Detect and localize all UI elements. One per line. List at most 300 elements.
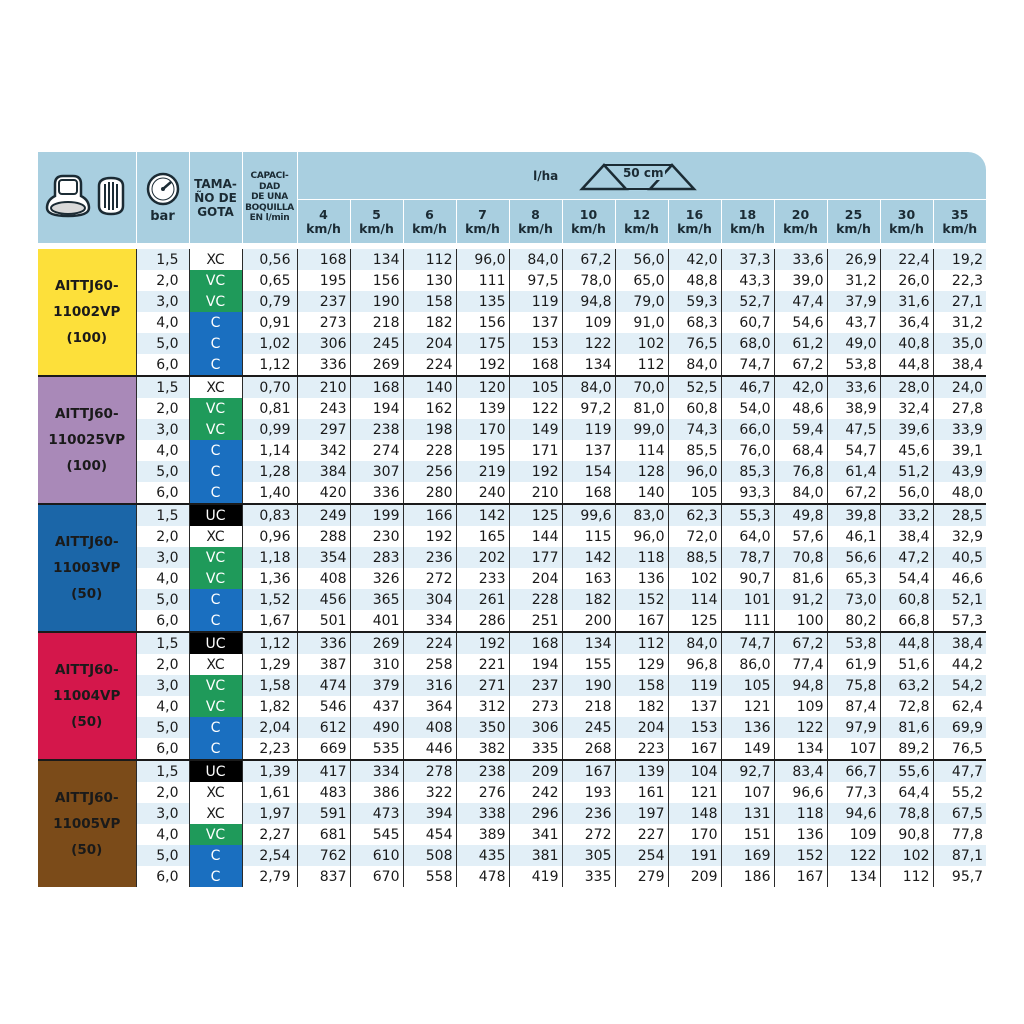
pressure-cell: 1,5 [136, 249, 189, 270]
speed-value: 4 [319, 206, 328, 222]
nozzle-model-line: (100) [66, 458, 108, 474]
rate-cell: 209 [668, 866, 721, 887]
rate-cell: 230 [350, 526, 403, 547]
rate-cell: 681 [297, 824, 350, 845]
capacity-cell: 1,36 [242, 568, 297, 589]
rate-cell: 32,4 [880, 398, 933, 419]
rate-cell: 238 [350, 419, 403, 440]
rate-cell: 97,5 [509, 270, 562, 291]
rate-cell: 228 [403, 440, 456, 461]
pressure-gauge-icon [145, 171, 181, 207]
droplet-size-cell: VC [189, 824, 242, 845]
rate-cell: 382 [456, 738, 509, 760]
rate-cell: 105 [721, 675, 774, 696]
droplet-header-line: ÑO DE [194, 190, 237, 205]
rate-cell: 167 [615, 610, 668, 632]
rate-cell: 194 [509, 654, 562, 675]
bar-label: bar [150, 209, 175, 224]
rate-cell: 33,9 [933, 419, 986, 440]
rate-cell: 73,0 [827, 589, 880, 610]
rate-cell: 195 [297, 270, 350, 291]
rate-cell: 384 [297, 461, 350, 482]
rate-cell: 136 [721, 717, 774, 738]
rate-cell: 97,9 [827, 717, 880, 738]
rate-cell: 256 [403, 461, 456, 482]
rate-cell: 62,4 [933, 696, 986, 717]
speed-value: 7 [478, 206, 487, 222]
rate-cell: 219 [456, 461, 509, 482]
rate-cell: 62,3 [668, 504, 721, 526]
rate-cell: 65,0 [615, 270, 668, 291]
rate-cell: 72,0 [668, 526, 721, 547]
speed-unit: km/h [465, 220, 500, 236]
rate-cell: 74,7 [721, 354, 774, 376]
nozzle-model-line: 11004VP [53, 688, 121, 704]
rate-cell: 39,0 [774, 270, 827, 291]
rate-cell: 669 [297, 738, 350, 760]
rate-cell: 335 [562, 866, 615, 887]
rate-cell: 136 [774, 824, 827, 845]
capacity-cell: 1,29 [242, 654, 297, 675]
table-row [38, 249, 986, 270]
rate-cell: 158 [403, 291, 456, 312]
pressure-cell: 4,0 [136, 568, 189, 589]
speed-header-4-kmh [297, 200, 350, 244]
capacity-cell: 2,79 [242, 866, 297, 887]
table-row [38, 504, 986, 526]
rate-cell: 236 [403, 547, 456, 568]
rate-cell: 22,3 [933, 270, 986, 291]
rate-cell: 170 [456, 419, 509, 440]
rate-cell: 194 [350, 398, 403, 419]
capacity-cell: 1,39 [242, 760, 297, 782]
speed-value: 6 [425, 206, 434, 222]
rate-cell: 56,0 [615, 249, 668, 270]
rate-cell: 273 [509, 696, 562, 717]
rate-cell: 32,9 [933, 526, 986, 547]
nozzle-model-label [38, 760, 136, 887]
rate-cell: 75,8 [827, 675, 880, 696]
rate-cell: 169 [721, 845, 774, 866]
table-row [38, 782, 986, 803]
rate-cell: 94,6 [827, 803, 880, 824]
pressure-cell: 4,0 [136, 696, 189, 717]
rate-cell: 60,8 [880, 589, 933, 610]
rate-cell: 197 [615, 803, 668, 824]
rate-cell: 365 [350, 589, 403, 610]
rate-cell: 70,8 [774, 547, 827, 568]
rate-cell: 153 [668, 717, 721, 738]
speed-value: 8 [531, 206, 540, 222]
rate-cell: 54,4 [880, 568, 933, 589]
rate-cell: 60,7 [721, 312, 774, 333]
rate-cell: 335 [509, 738, 562, 760]
capacity-cell: 1,28 [242, 461, 297, 482]
rate-cell: 31,2 [827, 270, 880, 291]
rate-cell: 129 [615, 654, 668, 675]
nozzle-model-line: AITTJ60- [54, 790, 119, 806]
rate-cell: 112 [880, 866, 933, 887]
rate-cell: 37,9 [827, 291, 880, 312]
rate-cell: 364 [403, 696, 456, 717]
speed-value: 20 [791, 206, 810, 222]
rate-cell: 111 [456, 270, 509, 291]
rate-cell: 139 [615, 760, 668, 782]
table-row [38, 354, 986, 376]
table-row [38, 610, 986, 632]
rate-cell: 76,8 [774, 461, 827, 482]
droplet-size-cell: C [189, 440, 242, 461]
rate-cell: 33,6 [774, 249, 827, 270]
rate-cell: 77,4 [774, 654, 827, 675]
rate-cell: 96,0 [456, 249, 509, 270]
rate-cell: 274 [350, 440, 403, 461]
droplet-size-cell: XC [189, 782, 242, 803]
flow-rate-table [38, 152, 986, 887]
rate-cell: 177 [509, 547, 562, 568]
pressure-cell: 2,0 [136, 526, 189, 547]
nozzle-model-line: AITTJ60- [54, 278, 119, 294]
nozzle-spacing-label: 50 cm [622, 165, 664, 180]
capacity-cell: 1,40 [242, 482, 297, 504]
rate-cell: 204 [403, 333, 456, 354]
rate-cell: 61,2 [774, 333, 827, 354]
nozzle-model-label [38, 632, 136, 760]
rate-cell: 192 [456, 354, 509, 376]
rate-cell: 55,2 [933, 782, 986, 803]
speed-value: 30 [897, 206, 916, 222]
rate-cell: 610 [350, 845, 403, 866]
table-row [38, 866, 986, 887]
rate-cell: 478 [456, 866, 509, 887]
rate-cell: 167 [668, 738, 721, 760]
rate-cell: 193 [562, 782, 615, 803]
rate-cell: 33,6 [827, 376, 880, 398]
rate-cell: 111 [721, 610, 774, 632]
rate-cell: 165 [456, 526, 509, 547]
capacity-cell: 1,82 [242, 696, 297, 717]
rate-cell: 535 [350, 738, 403, 760]
nozzle-model-line: (50) [71, 714, 103, 730]
rate-cell: 77,3 [827, 782, 880, 803]
rate-cell: 65,3 [827, 568, 880, 589]
rate-cell: 96,0 [615, 526, 668, 547]
droplet-size-cell: VC [189, 398, 242, 419]
rate-cell: 61,4 [827, 461, 880, 482]
rate-cell: 122 [562, 333, 615, 354]
rate-cell: 204 [615, 717, 668, 738]
rate-cell: 279 [615, 866, 668, 887]
application-rate-header [297, 152, 986, 200]
speed-unit: km/h [889, 220, 924, 236]
rate-cell: 474 [297, 675, 350, 696]
rate-cell: 171 [509, 440, 562, 461]
rate-cell: 95,7 [933, 866, 986, 887]
rate-cell: 68,0 [721, 333, 774, 354]
nozzle-model-line: (50) [71, 586, 103, 602]
rate-cell: 74,7 [721, 632, 774, 654]
rate-cell: 101 [721, 589, 774, 610]
rate-cell: 417 [297, 760, 350, 782]
rate-cell: 83,4 [774, 760, 827, 782]
rate-cell: 68,3 [668, 312, 721, 333]
rate-cell: 272 [562, 824, 615, 845]
droplet-size-cell: UC [189, 760, 242, 782]
table-row [38, 803, 986, 824]
rate-cell: 122 [509, 398, 562, 419]
rate-cell: 261 [456, 589, 509, 610]
pressure-cell: 2,0 [136, 270, 189, 291]
rate-cell: 306 [509, 717, 562, 738]
table-row [38, 526, 986, 547]
rate-cell: 218 [350, 312, 403, 333]
speed-header-7-kmh [456, 200, 509, 244]
rate-cell: 90,7 [721, 568, 774, 589]
rate-cell: 38,4 [933, 354, 986, 376]
speed-value: 18 [738, 206, 757, 222]
nozzle-icon [45, 170, 129, 222]
rate-cell: 175 [456, 333, 509, 354]
rate-cell: 312 [456, 696, 509, 717]
rate-cell: 305 [562, 845, 615, 866]
rate-cell: 336 [350, 482, 403, 504]
speed-header-10-kmh [562, 200, 615, 244]
speed-value: 35 [951, 206, 969, 222]
droplet-size-cell: C [189, 589, 242, 610]
rate-cell: 39,8 [827, 504, 880, 526]
droplet-size-cell: XC [189, 803, 242, 824]
speed-header-6-kmh [403, 200, 456, 244]
rate-cell: 245 [562, 717, 615, 738]
rate-cell: 52,5 [668, 376, 721, 398]
rate-cell: 182 [562, 589, 615, 610]
rate-cell: 31,2 [933, 312, 986, 333]
table-row [38, 568, 986, 589]
rate-cell: 163 [562, 568, 615, 589]
table-row [38, 654, 986, 675]
speed-unit: km/h [730, 220, 765, 236]
rate-cell: 310 [350, 654, 403, 675]
nozzle-model-line: AITTJ60- [54, 406, 119, 422]
capacity-header-line: DE UNA [251, 192, 288, 203]
rate-cell: 408 [403, 717, 456, 738]
speed-header-8-kmh [509, 200, 562, 244]
rate-cell: 83,0 [615, 504, 668, 526]
rate-cell: 67,2 [562, 249, 615, 270]
nozzle-flow-table [38, 152, 986, 887]
rate-cell: 96,6 [774, 782, 827, 803]
rate-cell: 190 [562, 675, 615, 696]
rate-cell: 51,2 [880, 461, 933, 482]
table-row [38, 312, 986, 333]
pressure-cell: 6,0 [136, 738, 189, 760]
rate-cell: 37,3 [721, 249, 774, 270]
rate-cell: 161 [615, 782, 668, 803]
rate-cell: 224 [403, 632, 456, 654]
rate-cell: 55,3 [721, 504, 774, 526]
capacity-cell: 2,54 [242, 845, 297, 866]
speed-unit: km/h [783, 220, 818, 236]
rate-cell: 182 [615, 696, 668, 717]
rate-cell: 40,5 [933, 547, 986, 568]
rate-cell: 74,3 [668, 419, 721, 440]
table-row [38, 632, 986, 654]
capacity-cell: 0,99 [242, 419, 297, 440]
rate-cell: 57,6 [774, 526, 827, 547]
rate-cell: 38,4 [933, 632, 986, 654]
rate-cell: 268 [562, 738, 615, 760]
rate-cell: 64,0 [721, 526, 774, 547]
speed-header-5-kmh [350, 200, 403, 244]
table-row [38, 419, 986, 440]
rate-cell: 35,0 [933, 333, 986, 354]
droplet-size-cell: VC [189, 270, 242, 291]
rate-cell: 394 [403, 803, 456, 824]
rate-cell: 168 [297, 249, 350, 270]
rate-cell: 49,0 [827, 333, 880, 354]
nozzle-icon-cell [38, 152, 136, 243]
rate-cell: 77,8 [933, 824, 986, 845]
rate-cell: 66,8 [880, 610, 933, 632]
rate-cell: 195 [456, 440, 509, 461]
rate-cell: 118 [774, 803, 827, 824]
rate-cell: 36,4 [880, 312, 933, 333]
rate-cell: 66,7 [827, 760, 880, 782]
capacity-header [242, 152, 297, 243]
rate-cell: 389 [456, 824, 509, 845]
rate-cell: 61,9 [827, 654, 880, 675]
rate-cell: 114 [668, 589, 721, 610]
table-row [38, 482, 986, 504]
rate-cell: 162 [403, 398, 456, 419]
rate-cell: 381 [509, 845, 562, 866]
rate-cell: 100 [774, 610, 827, 632]
rate-cell: 167 [562, 760, 615, 782]
rate-cell: 341 [509, 824, 562, 845]
rate-cell: 27,8 [933, 398, 986, 419]
speed-value: 25 [844, 206, 863, 222]
rate-cell: 137 [668, 696, 721, 717]
rate-cell: 192 [403, 526, 456, 547]
rate-cell: 105 [668, 482, 721, 504]
rate-cell: 134 [562, 632, 615, 654]
nozzle-model-line: (100) [66, 330, 108, 346]
rate-cell: 67,2 [774, 632, 827, 654]
rate-cell: 190 [350, 291, 403, 312]
rate-cell: 91,0 [615, 312, 668, 333]
rate-cell: 56,0 [880, 482, 933, 504]
rate-cell: 168 [509, 632, 562, 654]
pressure-cell: 3,0 [136, 419, 189, 440]
rate-cell: 60,8 [668, 398, 721, 419]
table-row [38, 589, 986, 610]
rate-cell: 142 [562, 547, 615, 568]
rate-cell: 28,5 [933, 504, 986, 526]
rate-cell: 104 [668, 760, 721, 782]
rate-cell: 19,2 [933, 249, 986, 270]
table-row [38, 376, 986, 398]
rate-cell: 350 [456, 717, 509, 738]
rate-cell: 26,9 [827, 249, 880, 270]
droplet-size-cell: XC [189, 249, 242, 270]
rate-cell: 837 [297, 866, 350, 887]
rate-cell: 52,1 [933, 589, 986, 610]
rate-cell: 47,4 [774, 291, 827, 312]
droplet-size-cell: XC [189, 526, 242, 547]
droplet-size-cell: C [189, 333, 242, 354]
speed-unit: km/h [942, 220, 978, 236]
capacity-header-line: BOQUILLA [245, 202, 294, 213]
rate-cell: 42,0 [774, 376, 827, 398]
speed-value: 10 [579, 206, 598, 222]
capacity-cell: 0,79 [242, 291, 297, 312]
rate-cell: 84,0 [774, 482, 827, 504]
rate-cell: 316 [403, 675, 456, 696]
rate-cell: 120 [456, 376, 509, 398]
droplet-size-cell: C [189, 738, 242, 760]
rate-cell: 64,4 [880, 782, 933, 803]
pressure-cell: 3,0 [136, 547, 189, 568]
rate-cell: 78,0 [562, 270, 615, 291]
rate-cell: 435 [456, 845, 509, 866]
rate-cell: 236 [562, 803, 615, 824]
pressure-cell: 6,0 [136, 866, 189, 887]
rate-cell: 57,3 [933, 610, 986, 632]
rate-cell: 334 [403, 610, 456, 632]
rate-cell: 297 [297, 419, 350, 440]
rate-cell: 51,6 [880, 654, 933, 675]
rate-cell: 69,9 [933, 717, 986, 738]
table-row [38, 440, 986, 461]
droplet-size-cell: XC [189, 654, 242, 675]
rate-cell: 45,6 [880, 440, 933, 461]
rate-cell: 79,0 [615, 291, 668, 312]
rate-cell: 304 [403, 589, 456, 610]
droplet-size-cell: VC [189, 291, 242, 312]
rate-cell: 227 [615, 824, 668, 845]
rate-cell: 112 [615, 354, 668, 376]
rate-cell: 53,8 [827, 632, 880, 654]
rate-cell: 408 [297, 568, 350, 589]
droplet-size-cell: C [189, 312, 242, 333]
rate-cell: 68,4 [774, 440, 827, 461]
rate-cell: 149 [509, 419, 562, 440]
rate-cell: 473 [350, 803, 403, 824]
rate-cell: 182 [403, 312, 456, 333]
rate-cell: 354 [297, 547, 350, 568]
speed-unit: km/h [306, 220, 341, 236]
rate-cell: 43,7 [827, 312, 880, 333]
rate-cell: 136 [615, 568, 668, 589]
rate-cell: 89,2 [880, 738, 933, 760]
rate-cell: 31,6 [880, 291, 933, 312]
rate-cell: 454 [403, 824, 456, 845]
droplet-size-cell: C [189, 845, 242, 866]
pressure-cell: 5,0 [136, 717, 189, 738]
rate-cell: 44,2 [933, 654, 986, 675]
rate-cell: 76,5 [933, 738, 986, 760]
rate-cell: 151 [721, 824, 774, 845]
capacity-header-line: DAD [258, 181, 280, 192]
strainer-icon [99, 178, 123, 214]
rate-cell: 44,8 [880, 632, 933, 654]
rate-cell: 47,2 [880, 547, 933, 568]
nozzle-model-line: 11003VP [53, 560, 121, 576]
rate-cell: 39,6 [880, 419, 933, 440]
droplet-size-cell: C [189, 461, 242, 482]
capacity-cell: 1,58 [242, 675, 297, 696]
rate-cell: 130 [403, 270, 456, 291]
